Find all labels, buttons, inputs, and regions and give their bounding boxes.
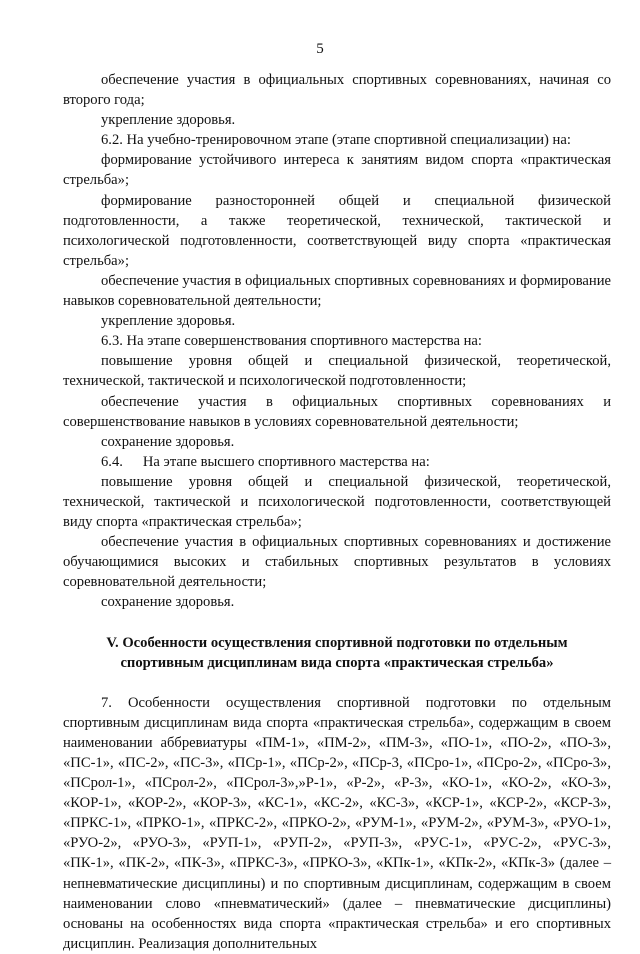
paragraph: обеспечение участия в официальных спортивных соревнованиях и достижение обучающимися высоких и стабильных спортивных результатов в условиях соревновательной деятельности; <box>63 534 611 591</box>
paragraph: укрепление здоровья. <box>101 313 236 330</box>
paragraph-6-2: 6.2. На учебно-тренировочном этапе (этапе спортивной специализации) на: <box>101 132 571 149</box>
paragraph-6-4 <box>63 452 611 472</box>
paragraph-7: 7. Особенности осуществления спортивной подготовки по отдельным спортивным дисциплинам вида спорта «практическая стрельба», содержащим в своем наименовании аббревиатуры «ПМ-1», «ПМ-2», «ПМ-3», «ПО-1», «ПО-2», «ПО-3», «ПС-1», «ПС-2», «ПС-3», «ПСр-1», «ПСр-2», «ПСр-3, «ПСро-1», «ПСро-2», «ПСро-3», «ПСрол-1», «ПСрол-2», «ПСрол-3»,»Р-1», «Р-2», «Р-3», «КО-1», «КО-2», «КО-3», «КОР-1», «КОР-2», «КОР-3», «КС-1», «КС-2», «КС-3», «КСР-1», «КСР-2», «КСР-3», «ПРКС-1», «ПРКО-1», «ПРКС-2», «ПРКО-2», «РУМ-1», «РУМ-2», «РУМ-3», «РУО-1», «РУО-2», «РУО-3», «РУП-1», «РУП-2», «РУП-3», «РУС-1», «РУС-2», «РУС-3», «ПК-1», «ПК-2», «ПК-3», «ПРКС-3», «ПРКО-3», «КПк-1», «КПк-2», «КПк-3» (далее – непневматические дисциплины) и по спортивным дисциплинам, содержащим в своем наименовании слово «пневматический» (далее – пневматические дисциплины) основаны на особенностях вида спорта «практическая стрельба» и его спортивных дисциплин. Реализация дополнительных <box>63 694 611 952</box>
section-heading-line-2: спортивным дисциплинам вида спорта «практическая стрельба» <box>120 654 554 671</box>
paragraph: обеспечение участия в официальных спортивных соревнованиях и совершенствование навыков в условиях соревновательной деятельности; <box>63 393 611 430</box>
paragraph: обеспечение участия в официальных спортивных соревнованиях, начиная со второго года; <box>63 72 611 109</box>
paragraph: сохранение здоровья. <box>101 433 235 450</box>
item-number: 6.4. <box>101 453 123 470</box>
paragraph: укрепление здоровья. <box>101 112 236 129</box>
paragraph: формирование устойчивого интереса к занятиям видом спорта «практическая стрельба»; <box>63 152 611 189</box>
page-number: 5 <box>316 41 324 57</box>
paragraph: повышение уровня общей и специальной физической, теоретической, технической, тактической и психологической подготовленности; <box>63 353 611 390</box>
document-body <box>63 70 611 954</box>
paragraph: формирование разносторонней общей и специальной физической подготовленности, а также теоретической, технической, тактической и психологической подготовленности, соответствующей виду спорта «практическая стрельба»; <box>63 192 611 269</box>
item-text: На этапе высшего спортивного мастерства на: <box>142 453 430 470</box>
paragraph: обеспечение участия в официальных спортивных соревнованиях и формирование навыков соревновательной деятельности; <box>63 272 611 310</box>
paragraph-6-3: 6.3. На этапе совершенствования спортивного мастерства на: <box>101 333 482 350</box>
section-heading-line-1: V. Особенности осуществления спортивной подготовки по отдельным <box>106 634 568 651</box>
paragraph: сохранение здоровья. <box>101 594 235 611</box>
paragraph: повышение уровня общей и специальной физической, теоретической, технической, тактической и психологической подготовленности, соответствующей виду спорта «практическая стрельба»; <box>63 473 611 531</box>
